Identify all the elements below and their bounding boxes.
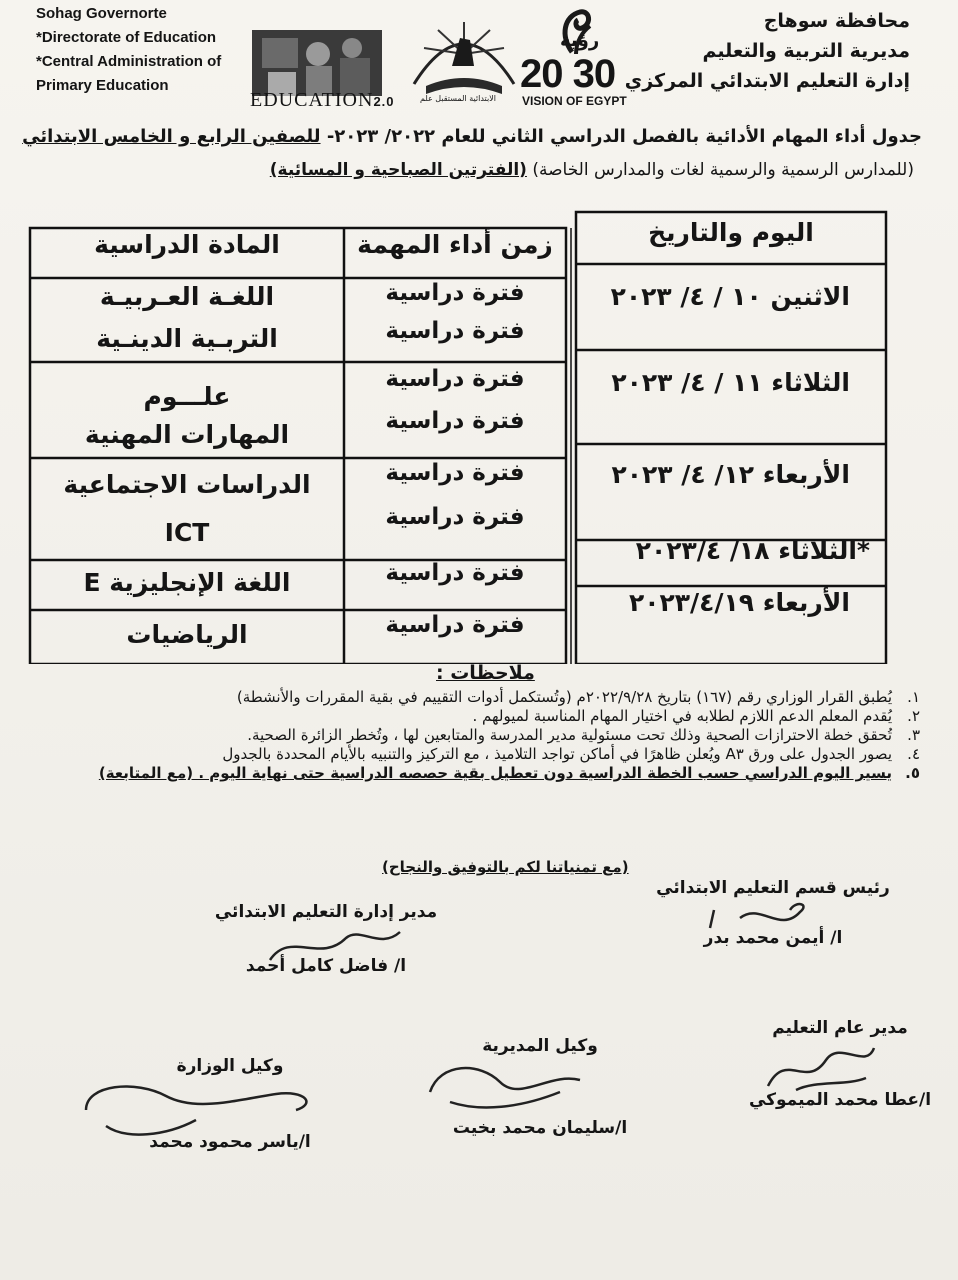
emblem-caption: الابتدائية المستقبل علم [420,94,496,103]
header-date: اليوم والتاريخ [648,218,814,247]
date-day-4: *الثلاثاء ١٨/ ٢٠٢٣/٤ [635,536,870,565]
header-en-line-4: Primary Education [36,77,169,94]
table-row-4-time: فترة دراسية [385,408,525,434]
subtitle-schools: (للمدارس الرسمية والرسمية لغات والمدارس الخاصة) [532,160,914,180]
header-ar-line-2: مديرية التربية والتعليم [702,40,910,62]
note-2-number: ٢. [907,707,920,725]
education-logo-version: 2.0 [373,94,395,109]
note-3-text: تُحقق خطة الاحترازات الصحية وذلك تحت مسئولية مدير المدرسة والمتابعين لها ، وتُخطر الزائرة الصحية. [247,726,892,744]
note-1-text: يُطبق القرار الوزاري رقم (١٦٧) بتاريخ ٢٠٢٢/٩/٢٨م (وتُستكمل أدوات التقييم في بقية المقررات والأنشطة) [236,688,892,706]
vision-caption: VISION OF EGYPT [522,94,627,108]
primary-admin-name: ا/ فاضل كامل أحمد [245,956,407,976]
note-1-number: ١. [907,688,920,706]
signature-primary-admin [196,902,456,976]
header-ar-line-1: محافظة سوهاج [763,10,910,32]
document-title [22,126,922,147]
title-main: جدول أداء المهام الأدائية بالفصل الدراسي الثاني للعام ٢٠٢٢/ ٢٠٢٣- [326,126,922,147]
note-4 [60,745,920,764]
table-row-1-time: فترة دراسية [385,280,525,306]
table-row-2-subject: التربـية الدينـية [96,324,278,353]
note-2 [60,707,920,726]
table-row-6-subject: ICT [164,518,210,547]
primary-head-role: رئيس قسم التعليم الابتدائي [656,878,890,898]
note-5-number: ٥. [905,764,920,782]
table-row-8-subject: الرياضيات [126,620,248,649]
note-4-number: ٤. [907,745,920,763]
signature-primary-head [648,878,898,948]
note-1 [60,688,920,707]
signature-education-director [740,1018,940,1110]
date-day-3: الأربعاء ١٢/ ٤/ ٢٠٢٣ [611,460,850,489]
header-subject: المادة الدراسية [94,230,280,259]
notes-list [60,688,920,783]
title-grades: للصفين الرابع و الخامس الابتدائي [22,126,321,147]
signature-directorate-deputy [440,1036,640,1138]
date-day-1: الاثنين ١٠ / ٤/ ٢٠٢٣ [610,282,850,311]
education-logo-word: EDUCATION [250,89,374,111]
education-director-name: ا/عطا محمد الميموكي [748,1090,932,1110]
directorate-deputy-role: وكيل المديرية [482,1036,598,1056]
ministry-deputy-name: ا/ياسر محمود محمد [149,1132,311,1152]
vision-arabic-label: رؤية [560,30,600,51]
table-row-4-subject: المهارات المهنية [84,420,290,449]
subtitle-shifts: (الفترتين الصباحية و المسائية) [269,160,527,180]
ministry-deputy-role: وكيل الوزارة [176,1056,284,1076]
table-row-3-subject: علـــوم [143,382,231,411]
table-row-6-time: فترة دراسية [385,504,525,530]
note-5-text: يسير اليوم الدراسي حسب الخطة الدراسية دون تعطيل بقية حصصه الدراسية حتى نهاية اليوم . (مع المتابعة) [98,764,892,782]
table-row-3-time: فترة دراسية [385,366,525,392]
closing-wish: (مع تمنياتنا لكم بالتوفيق والنجاح) [382,858,629,876]
table-row-5-subject: الدراسات الاجتماعية [63,470,311,499]
table-row-7-subject: اللغة الإنجليزية E [83,568,291,597]
education-director-role: مدير عام التعليم [772,1018,908,1038]
note-4-text: يصور الجدول على ورق A٣ ويُعلن ظاهرًا في أماكن تواجد التلاميذ ، مع التركيز والتنبيه بالأيام المحددة بالجدول [222,745,892,763]
primary-head-name: ا/ أيمن محمد بدر [703,928,843,948]
header-en-line-1: Sohag Governorte [36,5,167,22]
table-row-1-subject: اللغـة العـربيـة [99,282,275,311]
header-arabic-block [624,6,910,96]
vision-year: 20 30 [520,52,616,96]
document-subtitle [14,160,914,180]
directorate-deputy-name: ا/سليمان محمد بخيت [452,1118,628,1138]
header-english-block [36,2,266,98]
education-logo-label [250,89,395,112]
date-day-5: الأربعاء ٢٠٢٣/٤/١٩ [628,588,850,617]
note-3-number: ٣. [907,726,920,744]
signature-ministry-deputy [130,1056,330,1152]
header-en-line-2: *Directorate of Education [36,29,217,46]
date-day-2: الثلاثاء ١١ / ٤/ ٢٠٢٣ [611,368,850,397]
note-3 [60,726,920,745]
primary-admin-role: مدير إدارة التعليم الابتدائي [214,902,438,922]
note-2-text: يُقدم المعلم الدعم اللازم لطلابه في اختيار المهام المناسبة لميولهم . [472,707,892,725]
table-row-8-time: فترة دراسية [385,612,525,638]
schedule-table [28,208,888,664]
table-row-7-time: فترة دراسية [385,560,525,586]
table-row-5-time: فترة دراسية [385,460,525,486]
note-5 [60,764,920,783]
notes-title: ملاحظات : [436,662,535,684]
header-time: زمن أداء المهمة [357,230,553,259]
header-en-line-3: *Central Administration of [36,53,222,70]
table-row-2-time: فترة دراسية [385,318,525,344]
header-ar-line-3: إدارة التعليم الابتدائي المركزي [624,70,910,92]
